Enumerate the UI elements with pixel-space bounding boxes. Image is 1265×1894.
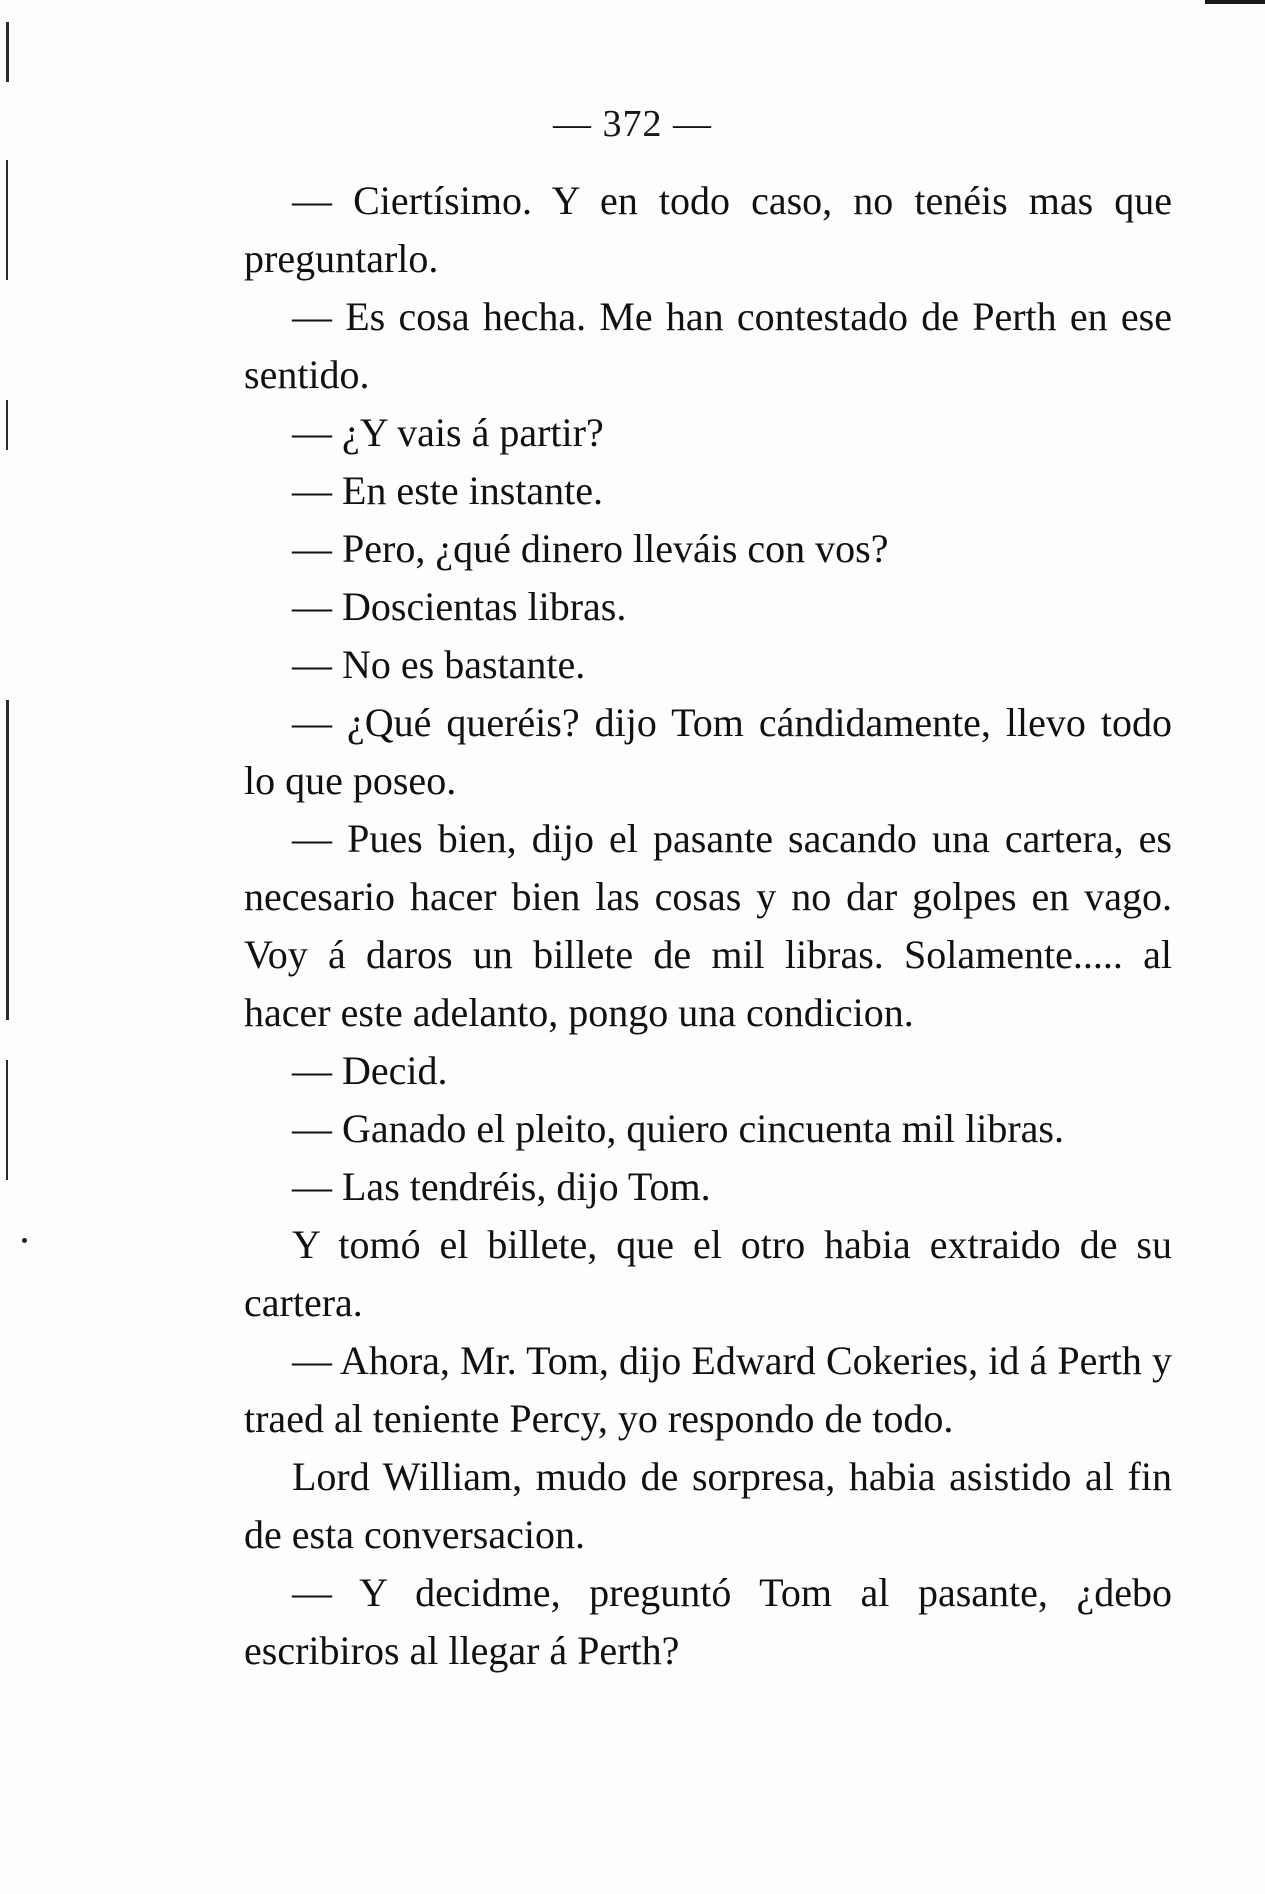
paragraph: — En este instante. — [292, 468, 604, 513]
paragraph: — ¿Y vais á partir? — [292, 410, 604, 455]
paragraph: — Pues bien, dijo el pasante sacando una cartera, es necesario hacer bien las cosas y no dar golpes en vago. Voy á daros un billete de mil libras. Solamente..... al hacer este adelanto, pongo una condicion. — [244, 816, 1172, 1035]
paragraph: — Pero, ¿qué dinero lleváis con vos? — [292, 526, 889, 571]
paragraph: — Ciertísimo. Y en todo caso, no tenéis mas que preguntarlo. — [244, 178, 1172, 281]
binding-mark — [6, 160, 8, 280]
paragraph: — Ahora, Mr. Tom, dijo Edward Cokeries, id á Perth y traed al teniente Percy, yo respondo de todo. — [244, 1338, 1172, 1441]
paragraph: — Y decidme, preguntó Tom al pasante, ¿debo escribiros al llegar á Perth? — [244, 1570, 1172, 1673]
binding-mark — [6, 400, 8, 450]
paragraph: Lord William, mudo de sorpresa, habia asistido al fin de esta conversacion. — [244, 1454, 1172, 1557]
paragraph: — Es cosa hecha. Me han contestado de Perth en ese sentido. — [244, 294, 1172, 397]
paragraph: — Las tendréis, dijo Tom. — [292, 1164, 711, 1209]
binding-mark — [6, 22, 9, 82]
page-edge-rule — [1205, 0, 1265, 4]
body-text — [244, 172, 1172, 1680]
paragraph: — Decid. — [292, 1048, 448, 1093]
paragraph: — Ganado el pleito, quiero cincuenta mil libras. — [292, 1106, 1064, 1151]
paragraph: — ¿Qué queréis? dijo Tom cándidamente, llevo todo lo que poseo. — [244, 700, 1172, 803]
paper-speck — [22, 1238, 27, 1243]
paragraph: Y tomó el billete, que el otro habia extraido de su cartera. — [244, 1222, 1172, 1325]
page-number: — 372 — — [553, 103, 712, 145]
paragraph: — No es bastante. — [292, 642, 586, 687]
paragraph: — Doscientas libras. — [292, 584, 627, 629]
binding-mark — [6, 700, 9, 1020]
binding-mark — [6, 1060, 8, 1180]
